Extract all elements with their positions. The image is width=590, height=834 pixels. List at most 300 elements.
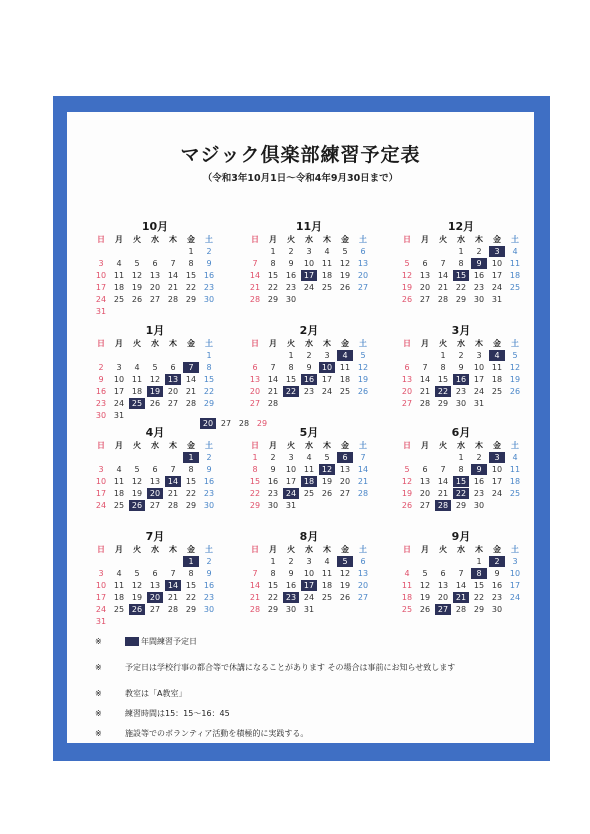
day-cell: 23 — [285, 283, 297, 292]
month-grid — [397, 338, 525, 409]
weekday-header: 火 — [287, 235, 295, 244]
day-cell: 2 — [476, 453, 482, 462]
day-cell: 23 — [267, 489, 279, 498]
day-cell: 19 — [419, 593, 431, 602]
weekday-header: 金 — [493, 339, 501, 348]
day-cell: 17 — [95, 283, 107, 292]
day-cell: 25 — [509, 283, 521, 292]
day-cell: 28 — [167, 501, 179, 510]
month-calendar — [245, 324, 373, 409]
day-cell: 1 — [476, 557, 482, 566]
month-calendar — [91, 530, 219, 627]
practice-day-cell: 19 — [147, 386, 163, 397]
weekday-header: 水 — [457, 441, 465, 450]
day-cell: 7 — [170, 465, 176, 474]
practice-day-cell: 7 — [183, 362, 199, 373]
empty-cell — [147, 350, 163, 361]
month-grid — [397, 544, 525, 615]
day-cell: 28 — [249, 295, 261, 304]
day-cell: 21 — [167, 593, 179, 602]
practice-day-cell: 22 — [435, 386, 451, 397]
day-cell: 3 — [324, 351, 330, 360]
month-grid — [245, 338, 373, 409]
day-cell: 10 — [473, 363, 485, 372]
day-cell: 29 — [473, 605, 485, 614]
weekday-header: 土 — [511, 441, 519, 450]
practice-day-cell: 1 — [183, 452, 199, 463]
day-cell: 8 — [458, 259, 464, 268]
day-cell: 12 — [509, 363, 521, 372]
month-title: 10月 — [141, 220, 169, 233]
practice-day-cell: 8 — [471, 568, 487, 579]
day-cell: 9 — [306, 363, 312, 372]
day-cell: 26 — [131, 295, 143, 304]
day-cell: 24 — [303, 283, 315, 292]
note-mark: ※ — [95, 663, 102, 672]
day-cell: 9 — [206, 259, 212, 268]
day-cell: 25 — [113, 501, 125, 510]
day-cell: 5 — [134, 259, 140, 268]
day-cell: 13 — [249, 375, 261, 384]
weekday-header: 木 — [323, 339, 331, 348]
day-cell: 23 — [203, 489, 215, 498]
day-cell: 10 — [95, 477, 107, 486]
weekday-header: 土 — [511, 545, 519, 554]
weekday-header: 土 — [511, 339, 519, 348]
day-cell: 3 — [476, 351, 482, 360]
day-cell: 22 — [185, 283, 197, 292]
weekday-header: 月 — [269, 441, 277, 450]
day-cell: 7 — [170, 569, 176, 578]
day-cell: 8 — [188, 259, 194, 268]
day-cell: 19 — [401, 283, 413, 292]
empty-cell — [129, 556, 145, 567]
day-cell: 30 — [95, 411, 107, 420]
day-cell: 22 — [267, 283, 279, 292]
month-title: 7月 — [145, 530, 165, 543]
month-grid — [91, 338, 219, 421]
weekday-header: 日 — [97, 441, 105, 450]
day-cell: 20 — [339, 477, 351, 486]
day-cell: 7 — [422, 363, 428, 372]
empty-cell — [183, 350, 199, 361]
day-cell: 6 — [170, 363, 176, 372]
day-cell: 24 — [473, 387, 485, 396]
empty-cell — [247, 350, 263, 361]
month-calendar — [397, 220, 525, 305]
weekday-header: 火 — [133, 235, 141, 244]
day-cell: 11 — [491, 363, 503, 372]
weekday-header: 金 — [341, 545, 349, 554]
empty-cell — [93, 452, 109, 463]
day-cell: 25 — [491, 387, 503, 396]
day-cell: 7 — [360, 453, 366, 462]
practice-day-cell: 23 — [283, 592, 299, 603]
weekday-header: 土 — [359, 545, 367, 554]
day-cell: 27 — [357, 283, 369, 292]
day-cell: 20 — [249, 387, 261, 396]
day-cell: 26 — [401, 501, 413, 510]
month-calendar — [397, 426, 525, 511]
day-cell: 28 — [419, 399, 431, 408]
day-cell: 4 — [134, 363, 140, 372]
weekday-header: 火 — [287, 545, 295, 554]
day-cell: 20 — [357, 581, 369, 590]
month-title: 3月 — [451, 324, 471, 337]
day-cell: 1 — [252, 453, 258, 462]
empty-cell — [93, 350, 109, 361]
day-cell: 2 — [288, 557, 294, 566]
weekday-header: 月 — [269, 235, 277, 244]
day-cell: 25 — [113, 605, 125, 614]
day-cell: 1 — [458, 247, 464, 256]
day-cell: 7 — [170, 259, 176, 268]
day-cell: 7 — [440, 465, 446, 474]
practice-day-cell: 10 — [319, 362, 335, 373]
day-cell: 20 — [437, 593, 449, 602]
day-cell: 17 — [491, 477, 503, 486]
day-cell: 10 — [113, 375, 125, 384]
day-cell: 26 — [419, 605, 431, 614]
day-cell: 11 — [113, 271, 125, 280]
day-cell: 28 — [267, 399, 279, 408]
day-cell: 1 — [206, 351, 212, 360]
day-cell: 12 — [131, 581, 143, 590]
weekday-header: 日 — [251, 545, 259, 554]
day-cell: 4 — [324, 557, 330, 566]
weekday-header: 木 — [323, 235, 331, 244]
practice-day-cell: 4 — [337, 350, 353, 361]
day-cell: 14 — [185, 375, 197, 384]
day-cell: 3 — [116, 363, 122, 372]
weekday-header: 日 — [403, 441, 411, 450]
day-cell: 29 — [256, 419, 268, 428]
weekday-header: 月 — [421, 339, 429, 348]
day-cell: 4 — [404, 569, 410, 578]
empty-cell — [165, 350, 181, 361]
note-mark: ※ — [95, 637, 102, 646]
day-cell: 29 — [437, 399, 449, 408]
extra-day-row — [200, 418, 270, 429]
day-cell: 30 — [285, 295, 297, 304]
day-cell: 20 — [419, 283, 431, 292]
day-cell: 26 — [321, 489, 333, 498]
day-cell: 23 — [491, 593, 503, 602]
day-cell: 24 — [95, 501, 107, 510]
day-cell: 17 — [95, 489, 107, 498]
day-cell: 30 — [491, 605, 503, 614]
weekday-header: 木 — [475, 235, 483, 244]
day-cell: 25 — [113, 295, 125, 304]
practice-day-cell: 27 — [435, 604, 451, 615]
day-cell: 18 — [131, 387, 143, 396]
day-cell: 29 — [267, 295, 279, 304]
day-cell: 6 — [152, 465, 158, 474]
practice-day-cell: 6 — [337, 452, 353, 463]
day-cell: 18 — [113, 283, 125, 292]
practice-day-cell: 14 — [165, 476, 181, 487]
day-cell: 6 — [422, 259, 428, 268]
empty-cell — [417, 246, 433, 257]
day-cell: 18 — [321, 271, 333, 280]
day-cell: 5 — [512, 351, 518, 360]
day-cell: 5 — [404, 465, 410, 474]
month-grid — [245, 440, 373, 511]
day-cell: 12 — [401, 271, 413, 280]
day-cell: 29 — [267, 605, 279, 614]
day-cell: 13 — [437, 581, 449, 590]
day-cell: 24 — [95, 605, 107, 614]
day-cell: 10 — [95, 271, 107, 280]
note-mark: ※ — [95, 709, 102, 718]
weekday-header: 木 — [323, 545, 331, 554]
weekday-header: 火 — [133, 441, 141, 450]
weekday-header: 金 — [187, 235, 195, 244]
empty-cell — [435, 452, 451, 463]
day-cell: 8 — [288, 363, 294, 372]
day-cell: 30 — [473, 295, 485, 304]
weekday-header: 火 — [133, 339, 141, 348]
day-cell: 12 — [357, 363, 369, 372]
practice-day-cell: 17 — [301, 580, 317, 591]
day-cell: 1 — [288, 351, 294, 360]
day-cell: 16 — [267, 477, 279, 486]
practice-day-cell: 2 — [489, 556, 505, 567]
weekday-header: 日 — [403, 545, 411, 554]
day-cell: 26 — [149, 399, 161, 408]
day-cell: 24 — [491, 283, 503, 292]
weekday-header: 水 — [305, 235, 313, 244]
practice-day-cell: 26 — [129, 500, 145, 511]
empty-cell — [129, 452, 145, 463]
day-cell: 13 — [357, 259, 369, 268]
empty-cell — [247, 556, 263, 567]
day-cell: 22 — [473, 593, 485, 602]
practice-day-cell: 15 — [453, 270, 469, 281]
day-cell: 18 — [401, 593, 413, 602]
day-cell: 12 — [149, 375, 161, 384]
day-cell: 22 — [249, 489, 261, 498]
practice-day-cell: 20 — [147, 592, 163, 603]
day-cell: 22 — [267, 593, 279, 602]
month-grid — [245, 234, 373, 305]
day-cell: 24 — [303, 593, 315, 602]
empty-cell — [399, 452, 415, 463]
empty-cell — [435, 246, 451, 257]
day-cell: 20 — [167, 387, 179, 396]
day-cell: 31 — [113, 411, 125, 420]
day-cell: 5 — [134, 465, 140, 474]
day-cell: 29 — [185, 501, 197, 510]
month-title: 11月 — [295, 220, 323, 233]
day-cell: 28 — [238, 419, 250, 428]
day-cell: 4 — [116, 569, 122, 578]
practice-day-cell: 16 — [453, 374, 469, 385]
day-cell: 15 — [185, 581, 197, 590]
day-cell: 20 — [357, 271, 369, 280]
day-cell: 30 — [455, 399, 467, 408]
day-cell: 6 — [404, 363, 410, 372]
day-cell: 8 — [270, 259, 276, 268]
day-cell: 27 — [220, 419, 232, 428]
weekday-header: 日 — [97, 235, 105, 244]
day-cell: 8 — [270, 569, 276, 578]
weekday-header: 日 — [403, 339, 411, 348]
weekday-header: 木 — [169, 339, 177, 348]
weekday-header: 木 — [169, 545, 177, 554]
weekday-header: 土 — [359, 441, 367, 450]
day-cell: 20 — [401, 387, 413, 396]
day-cell: 27 — [149, 605, 161, 614]
note-text: 練習時間は15：15～16：45 — [125, 709, 230, 718]
practice-day-cell: 3 — [489, 246, 505, 257]
day-cell: 18 — [509, 477, 521, 486]
weekday-header: 金 — [341, 235, 349, 244]
month-title: 2月 — [299, 324, 319, 337]
day-cell: 15 — [285, 375, 297, 384]
day-cell: 27 — [249, 399, 261, 408]
day-cell: 26 — [339, 593, 351, 602]
note-item — [95, 662, 455, 673]
day-cell: 5 — [134, 569, 140, 578]
day-cell: 25 — [321, 283, 333, 292]
day-cell: 12 — [131, 477, 143, 486]
day-cell: 17 — [321, 375, 333, 384]
weekday-header: 木 — [475, 545, 483, 554]
day-cell: 16 — [473, 271, 485, 280]
day-cell: 19 — [357, 375, 369, 384]
weekday-header: 火 — [287, 339, 295, 348]
day-cell: 15 — [473, 581, 485, 590]
day-cell: 11 — [131, 375, 143, 384]
day-cell: 18 — [509, 271, 521, 280]
page-subtitle: （令和3年10月1日～令和4年9月30日まで） — [202, 173, 399, 184]
day-cell: 2 — [458, 351, 464, 360]
day-cell: 23 — [473, 489, 485, 498]
practice-day-cell: 16 — [301, 374, 317, 385]
day-cell: 24 — [491, 489, 503, 498]
day-cell: 13 — [419, 477, 431, 486]
day-cell: 13 — [401, 375, 413, 384]
day-cell: 30 — [203, 295, 215, 304]
weekday-header: 水 — [457, 545, 465, 554]
day-cell: 7 — [252, 259, 258, 268]
day-cell: 12 — [339, 569, 351, 578]
note-text: 予定日は学校行事の都合等で休講になることがあります その場合は事前にお知らせ致します — [125, 663, 456, 672]
day-cell: 1 — [458, 453, 464, 462]
day-cell: 6 — [152, 259, 158, 268]
day-cell: 9 — [206, 569, 212, 578]
day-cell: 14 — [357, 465, 369, 474]
day-cell: 18 — [113, 489, 125, 498]
day-cell: 17 — [95, 593, 107, 602]
empty-cell — [165, 246, 181, 257]
day-cell: 27 — [357, 593, 369, 602]
weekday-header: 土 — [359, 339, 367, 348]
day-cell: 6 — [440, 569, 446, 578]
day-cell: 17 — [491, 271, 503, 280]
month-title: 5月 — [299, 426, 319, 439]
day-cell: 31 — [285, 501, 297, 510]
day-cell: 29 — [455, 295, 467, 304]
day-cell: 10 — [491, 259, 503, 268]
day-cell: 11 — [509, 465, 521, 474]
practice-day-cell: 24 — [283, 488, 299, 499]
day-cell: 5 — [324, 453, 330, 462]
day-cell: 22 — [185, 489, 197, 498]
empty-cell — [93, 246, 109, 257]
day-cell: 7 — [440, 259, 446, 268]
day-cell: 14 — [267, 375, 279, 384]
weekday-header: 水 — [151, 545, 159, 554]
day-cell: 2 — [270, 453, 276, 462]
weekday-header: 月 — [115, 545, 123, 554]
weekday-header: 金 — [493, 235, 501, 244]
day-cell: 25 — [303, 489, 315, 498]
day-cell: 11 — [339, 363, 351, 372]
day-cell: 10 — [509, 569, 521, 578]
day-cell: 6 — [422, 465, 428, 474]
weekday-header: 月 — [269, 545, 277, 554]
day-cell: 19 — [339, 271, 351, 280]
empty-cell — [129, 246, 145, 257]
day-cell: 26 — [339, 283, 351, 292]
day-cell: 4 — [116, 465, 122, 474]
weekday-header: 木 — [475, 339, 483, 348]
weekday-header: 金 — [187, 441, 195, 450]
day-cell: 16 — [203, 581, 215, 590]
day-cell: 14 — [249, 581, 261, 590]
day-cell: 5 — [152, 363, 158, 372]
day-cell: 13 — [149, 581, 161, 590]
empty-cell — [93, 556, 109, 567]
weekday-header: 金 — [187, 545, 195, 554]
day-cell: 6 — [360, 557, 366, 566]
practice-day-cell: 13 — [165, 374, 181, 385]
day-cell: 14 — [437, 477, 449, 486]
day-cell: 19 — [131, 283, 143, 292]
note-item — [95, 636, 197, 647]
weekday-header: 土 — [205, 545, 213, 554]
day-cell: 2 — [306, 351, 312, 360]
weekday-header: 火 — [439, 545, 447, 554]
day-cell: 23 — [473, 283, 485, 292]
practice-day-cell: 20 — [200, 418, 216, 429]
day-cell: 16 — [203, 271, 215, 280]
day-cell: 3 — [306, 247, 312, 256]
day-cell: 24 — [509, 593, 521, 602]
day-cell: 28 — [167, 295, 179, 304]
day-cell: 30 — [285, 605, 297, 614]
weekday-header: 火 — [439, 339, 447, 348]
day-cell: 16 — [285, 271, 297, 280]
practice-day-cell: 3 — [489, 452, 505, 463]
day-cell: 31 — [303, 605, 315, 614]
day-cell: 18 — [113, 593, 125, 602]
empty-cell — [399, 556, 415, 567]
day-cell: 2 — [206, 557, 212, 566]
day-cell: 25 — [401, 605, 413, 614]
note-mark: ※ — [95, 689, 102, 698]
weekday-header: 月 — [421, 441, 429, 450]
day-cell: 16 — [95, 387, 107, 396]
practice-day-cell: 4 — [489, 350, 505, 361]
day-cell: 30 — [203, 605, 215, 614]
day-cell: 11 — [401, 581, 413, 590]
day-cell: 30 — [267, 501, 279, 510]
weekday-header: 日 — [97, 545, 105, 554]
day-cell: 29 — [185, 605, 197, 614]
